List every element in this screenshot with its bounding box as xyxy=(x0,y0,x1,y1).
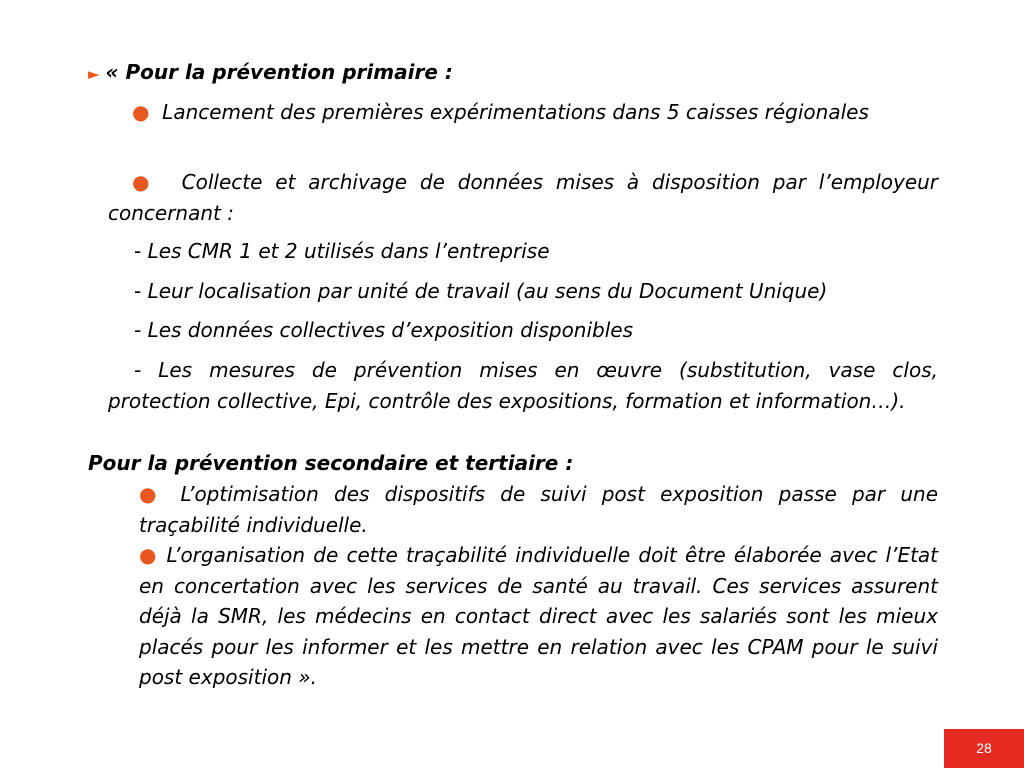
arrow-right-icon: ► xyxy=(88,65,100,83)
primary-heading-text: « Pour la prévention primaire : xyxy=(105,60,453,84)
secondary-bullet-1-text: L’optimisation des dispositifs de suivi post exposition passe par une traçabilité individuelle. xyxy=(139,482,939,537)
bullet-dot-icon: ● xyxy=(132,100,150,124)
primary-heading xyxy=(88,57,453,89)
primary-bullet-2-text: Collecte et archivage de données mises à disposition par l’employeur concernant : xyxy=(108,170,939,225)
primary-bullet-2 xyxy=(108,167,938,228)
primary-bullet-1-text: Lancement des premières expérimentations dans 5 caisses régionales xyxy=(162,100,869,124)
bullet-dot-icon: ● xyxy=(132,170,156,194)
primary-subitem-3: - Les données collectives d’exposition disponibles xyxy=(134,318,634,342)
bullet-dot-icon: ● xyxy=(139,482,166,506)
primary-subitem-1: - Les CMR 1 et 2 utilisés dans l’entreprise xyxy=(134,239,550,263)
page-number: 28 xyxy=(944,729,1024,768)
secondary-heading: Pour la prévention secondaire et tertiaire : xyxy=(88,451,574,475)
secondary-bullet-2 xyxy=(139,540,938,693)
primary-subitem-2: - Leur localisation par unité de travail (au sens du Document Unique) xyxy=(134,279,828,303)
secondary-bullet-2-text: L’organisation de cette traçabilité individuelle doit être élaborée avec l’Etat en concertation avec les services de santé au travail. Ces services assurent déjà la SMR, les médecins en contact direct avec les salariés sont les mieux placés pour les informer et les mettre en relation avec les CPAM pour le suivi post exposition ». xyxy=(139,543,939,689)
primary-bullet-1 xyxy=(108,97,938,128)
secondary-bullet-1 xyxy=(139,479,938,540)
primary-subitem-4: - Les mesures de prévention mises en œuvre (substitution, vase clos, protection collective, Epi, contrôle des expositions, formation et information…). xyxy=(108,358,938,413)
bullet-dot-icon: ● xyxy=(139,543,159,567)
